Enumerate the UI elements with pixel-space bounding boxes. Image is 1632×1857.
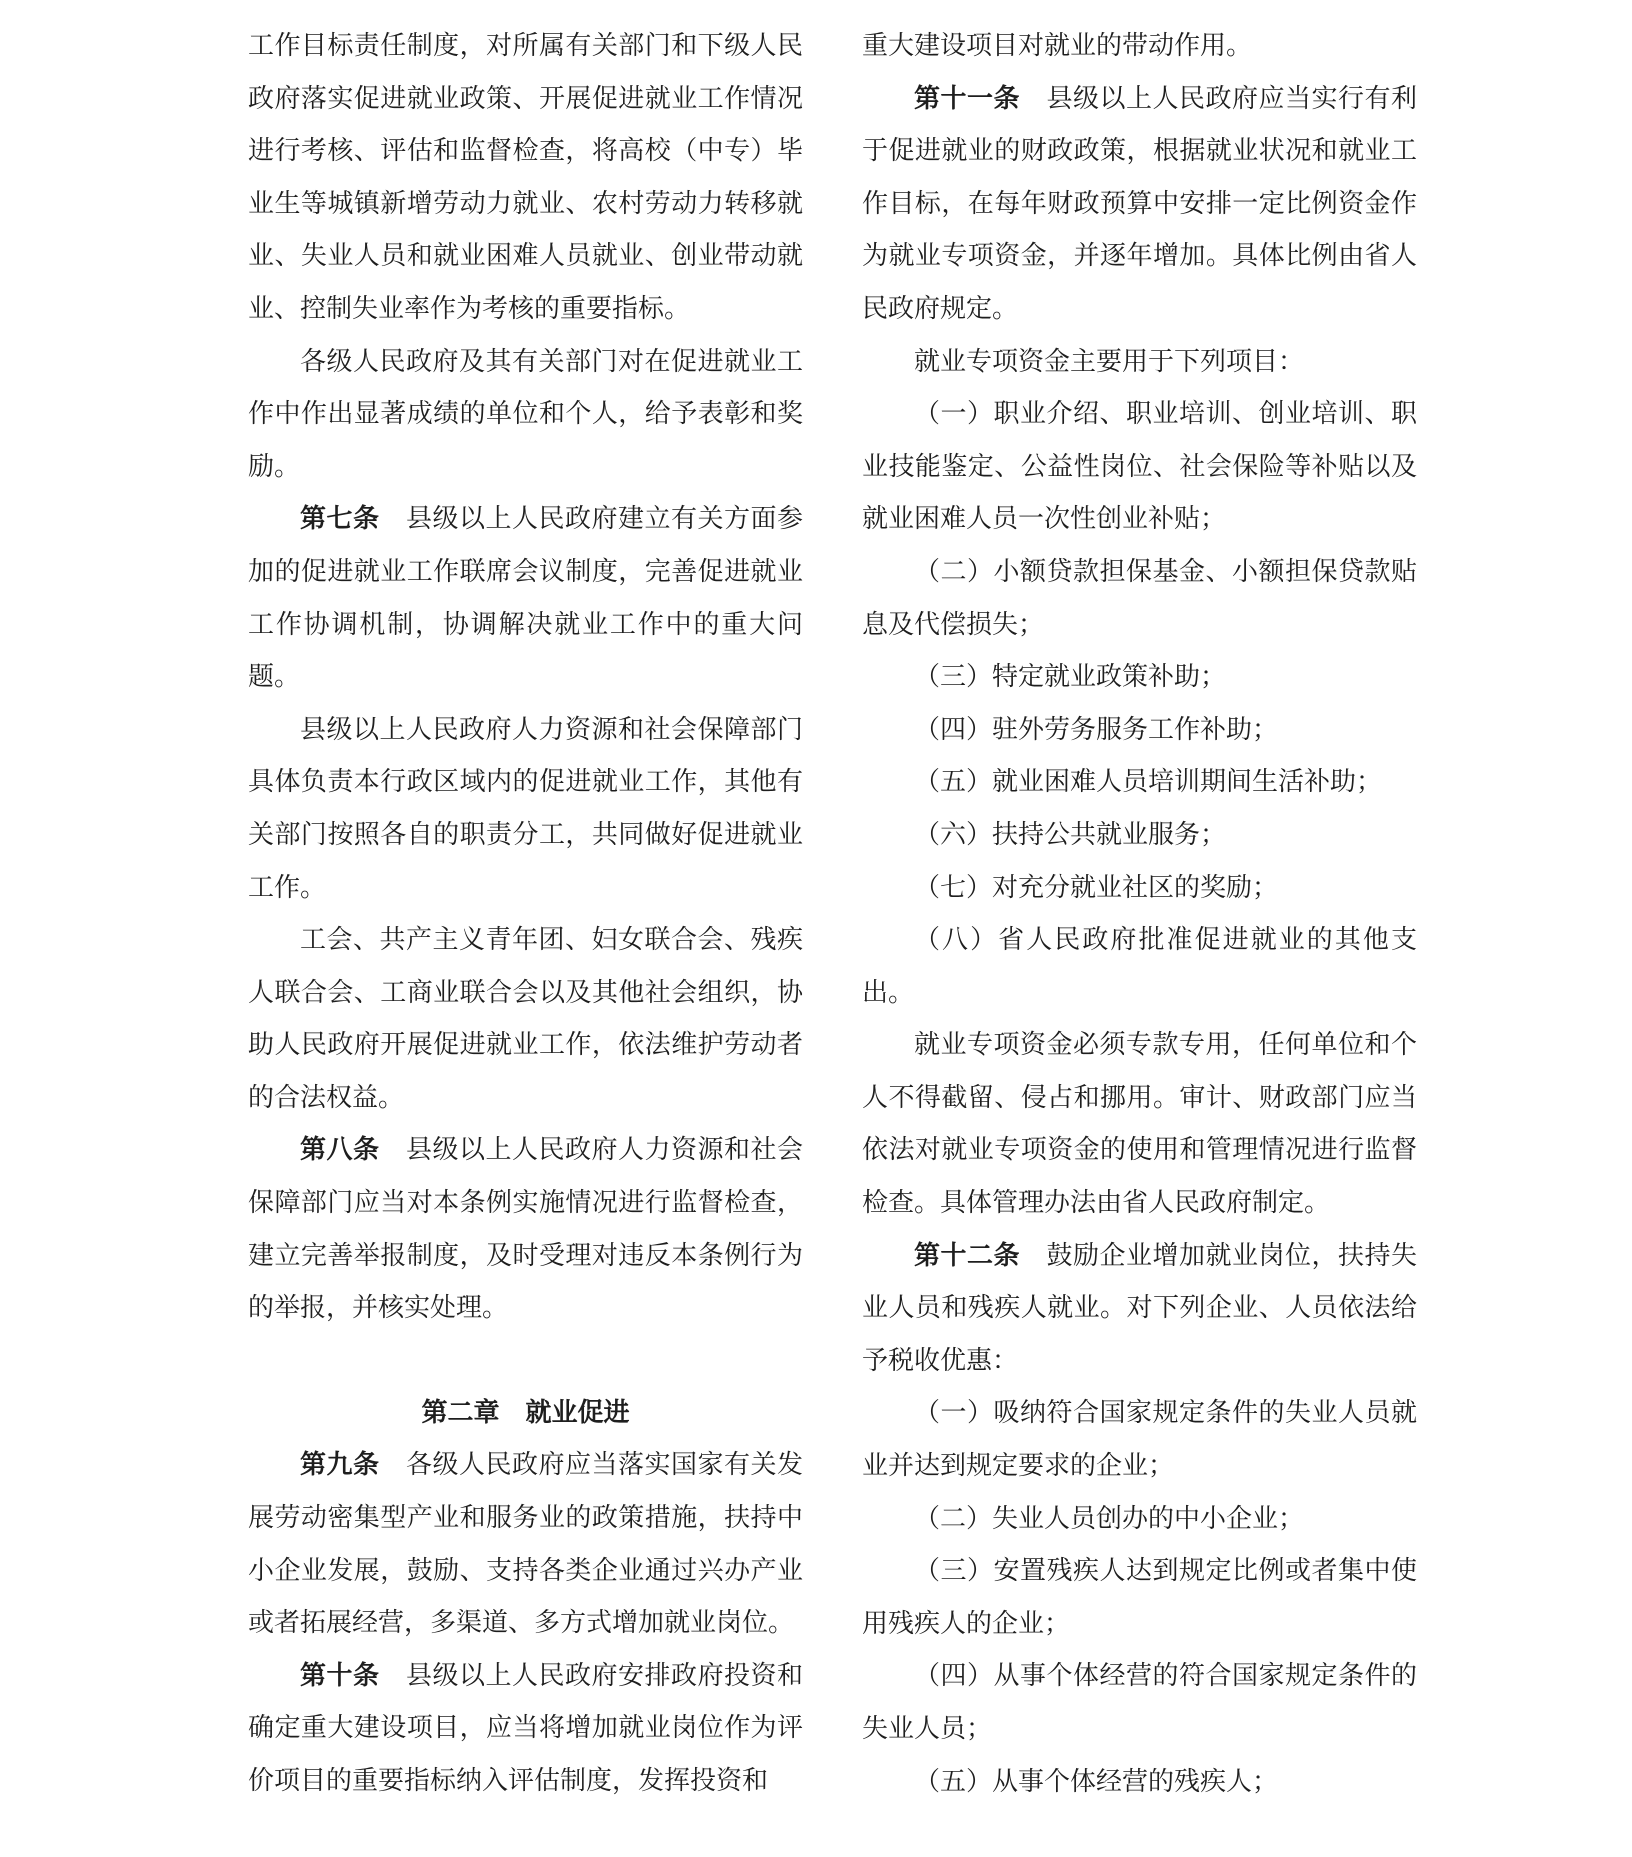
article-7: [248, 493, 803, 703]
article-text: 鼓励企业增加就业岗位，扶持失业人员和残疾人就业。对下列企业、人员依法给予税收优惠：: [862, 1240, 1417, 1376]
list-item: （三）安置残疾人达到规定比例或者集中使用残疾人的企业；: [862, 1556, 1417, 1639]
article-9: [248, 1439, 803, 1649]
right-column: [862, 20, 1417, 1808]
chapter-heading: [248, 1387, 803, 1440]
list-item: （六）扶持公共就业服务；: [914, 819, 1227, 850]
article-label: 第八条: [300, 1135, 380, 1166]
article-text: 县级以上人民政府应当实行有利于促进就业的财政政策，根据就业状况和就业工作目标，在每年财政预算中安排一定比例资金作为就业专项资金，并逐年增加。具体比例由省人民政府规定。: [862, 83, 1417, 324]
article-10: [248, 1650, 803, 1808]
chapter-number: 第二章: [421, 1397, 500, 1428]
article-8: [248, 1124, 803, 1334]
paragraph: 工会、共产主义青年团、妇女联合会、残疾人联合会、工商业联合会以及其他社会组织，协助人民政府开展促进就业工作，依法维护劳动者的合法权益。: [248, 925, 803, 1113]
paragraph: 就业专项资金必须专款专用，任何单位和个人不得截留、侵占和挪用。审计、财政部门应当依法对就业专项资金的使用和管理情况进行监督检查。具体管理办法由省人民政府制定。: [862, 1030, 1417, 1219]
list-item: （一）职业介绍、职业培训、创业培训、职业技能鉴定、公益性岗位、社会保险等补贴以及就业困难人员一次性创业补贴；: [862, 399, 1417, 535]
chapter-title: 就业促进: [525, 1397, 630, 1428]
article-text: 县级以上人民政府人力资源和社会保障部门应当对本条例实施情况进行监督检查，建立完善举报制度，及时受理对违反本条例行为的举报，并核实处理。: [248, 1135, 803, 1324]
article-text: 各级人民政府应当落实国家有关发展劳动密集型产业和服务业的政策措施，扶持中小企业发展，鼓励、支持各类企业通过兴办产业或者拓展经营，多渠道、多方式增加就业岗位。: [248, 1450, 803, 1639]
paragraph: 各级人民政府及其有关部门对在促进就业工作中作出显著成绩的单位和个人，给予表彰和奖励。: [248, 346, 803, 482]
article-text: 县级以上人民政府建立有关方面参加的促进就业工作联席会议制度，完善促进就业工作协调机制，协调解决就业工作中的重大问题。: [248, 504, 803, 693]
list-item: （一）吸纳符合国家规定条件的失业人员就业并达到规定要求的企业；: [862, 1398, 1417, 1482]
article-text: 县级以上人民政府安排政府投资和确定重大建设项目，应当将增加就业岗位作为评价项目的重要指标纳入评估制度，发挥投资和: [248, 1660, 803, 1796]
left-column: [248, 20, 803, 1808]
paragraph: 县级以上人民政府人力资源和社会保障部门具体负责本行政区域内的促进就业工作，其他有关部门按照各自的职责分工，共同做好促进就业工作。: [248, 714, 803, 903]
list-item: （五）从事个体经营的残疾人；: [914, 1766, 1279, 1797]
paragraph: 就业专项资金主要用于下列项目：: [914, 346, 1305, 377]
article-11: [862, 73, 1417, 336]
list-item: （四）从事个体经营的符合国家规定条件的失业人员；: [862, 1661, 1417, 1744]
list-item: （二）失业人员创办的中小企业；: [914, 1503, 1305, 1534]
list-item: （七）对充分就业社区的奖励；: [914, 872, 1279, 903]
paragraph: 重大建设项目对就业的带动作用。: [862, 31, 1253, 61]
list-item: （五）就业困难人员培训期间生活补助；: [914, 767, 1383, 798]
article-label: 第十一条: [914, 83, 1020, 114]
article-label: 第十二条: [914, 1240, 1020, 1271]
list-item: （三）特定就业政策补助；: [914, 662, 1227, 693]
paragraph: 工作目标责任制度，对所属有关部门和下级人民政府落实促进就业政策、开展促进就业工作情况进行考核、评估和监督检查，将高校（中专）毕业生等城镇新增劳动力就业、农村劳动力转移就业、失业人员和就业困难人员就业、创业带动就业、控制失业率作为考核的重要指标。: [248, 31, 803, 324]
list-item: （八）省人民政府批准促进就业的其他支出。: [862, 925, 1417, 1008]
list-item: （四）驻外劳务服务工作补助；: [914, 714, 1279, 745]
chapter-spacer: [248, 1335, 803, 1387]
article-label: 第七条: [300, 504, 380, 535]
list-item: （二）小额贷款担保基金、小额担保贷款贴息及代偿损失；: [862, 556, 1417, 640]
article-label: 第十条: [300, 1660, 380, 1691]
article-12: [862, 1230, 1417, 1388]
article-label: 第九条: [300, 1450, 380, 1481]
